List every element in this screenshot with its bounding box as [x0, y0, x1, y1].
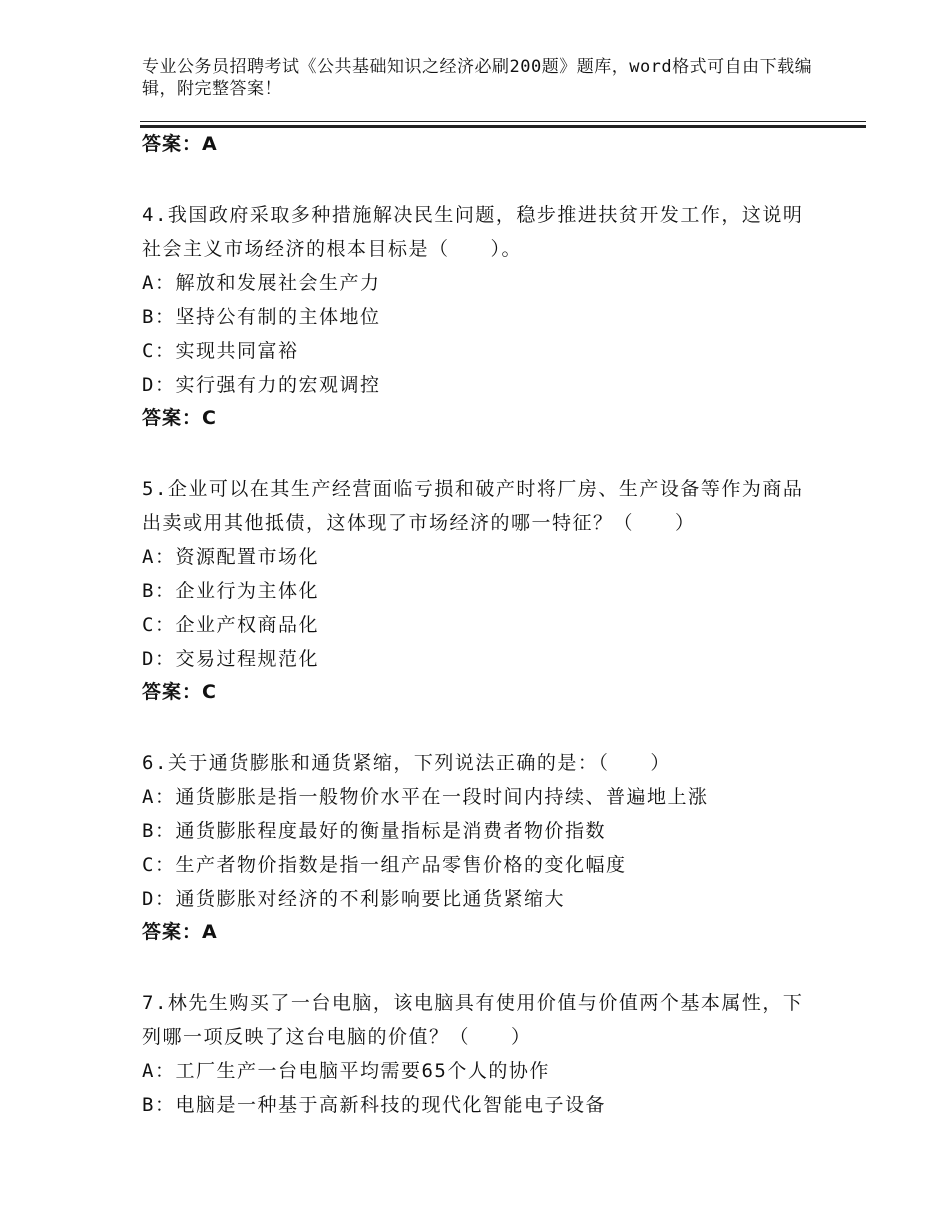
question-item — [142, 472, 812, 710]
option-b: B：坚持公有制的主体地位 — [142, 306, 381, 328]
option-c: C：企业产权商品化 — [142, 614, 319, 636]
option-c: C：生产者物价指数是指一组产品零售价格的变化幅度 — [142, 854, 627, 876]
option-a: A：通货膨胀是指一般物价水平在一段时间内持续、普遍地上涨 — [142, 786, 709, 808]
answer-label: 答案：C — [142, 407, 217, 429]
question-stem: 7.林先生购买了一台电脑，该电脑具有使用价值与价值两个基本属性，下列哪一项反映了这台电脑的价值？（ ） — [142, 992, 804, 1048]
page-header: 专业公务员招聘考试《公共基础知识之经济必刷200题》题库，word格式可自由下载编辑，附完整答案！ — [142, 57, 813, 99]
question-list — [142, 128, 812, 1122]
option-d: D：通货膨胀对经济的不利影响要比通货紧缩大 — [142, 888, 565, 910]
option-d: D：实行强有力的宏观调控 — [142, 374, 381, 396]
option-c: C：实现共同富裕 — [142, 340, 299, 362]
question-item — [142, 746, 812, 950]
option-a: A：工厂生产一台电脑平均需要65个人的协作 — [142, 1060, 550, 1082]
question-item — [142, 198, 812, 436]
option-a: A：资源配置市场化 — [142, 546, 319, 568]
option-d: D：交易过程规范化 — [142, 648, 319, 670]
option-a: A：解放和发展社会生产力 — [142, 272, 381, 294]
question-stem: 6.关于通货膨胀和通货紧缩，下列说法正确的是：（ ） — [142, 752, 671, 774]
option-b: B：企业行为主体化 — [142, 580, 319, 602]
option-b: B：通货膨胀程度最好的衡量指标是消费者物价指数 — [142, 820, 606, 842]
header-rule-thin — [140, 121, 866, 122]
question-stem: 5.企业可以在其生产经营面临亏损和破产时将厂房、生产设备等作为商品出卖或用其他抵债，这体现了市场经济的哪一特征？（ ） — [142, 478, 804, 534]
answer-label: 答案：A — [142, 921, 218, 943]
option-b: B：电脑是一种基于高新科技的现代化智能电子设备 — [142, 1094, 606, 1116]
answer-label: 答案：A — [142, 133, 218, 155]
answer-label: 答案：C — [142, 681, 217, 703]
question-item — [142, 986, 812, 1122]
question-stem: 4.我国政府采取多种措施解决民生问题，稳步推进扶贫开发工作，这说明社会主义市场经济的根本目标是（ ）。 — [142, 204, 804, 260]
